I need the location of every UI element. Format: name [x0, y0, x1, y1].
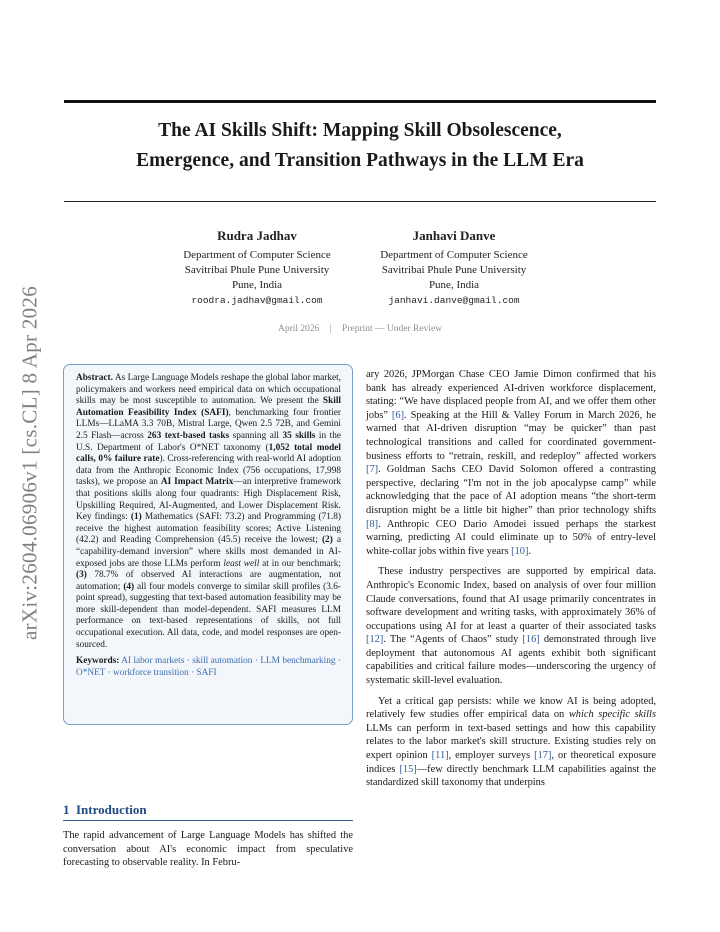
title-top-rule: [64, 100, 656, 103]
abstract-emphasis: AI Impact Matrix: [160, 477, 234, 488]
author-block-2: [354, 227, 554, 308]
abstract-emphasis: Skill Automation Feasibility Index (SAFI): [76, 396, 341, 418]
citation-link[interactable]: [6]: [391, 409, 405, 421]
abstract-text: all four models converge to similar skill profiles (3.6-point spread), suggesting that text-based automation feasibility may be more skill-dependent than model-dependent. SAFI measures LLM performance on text-based representations of skills, not full occupational execution. All data, code, and model responses are open-sourced.: [76, 581, 341, 650]
keywords-label: Keywords:: [76, 656, 120, 667]
abstract-text: , benchmarking four frontier LLMs—LLaMA 3.3 70B, Mistral Large, Qwen 2.5 72B, and Gemini 2.5 Flash—across: [76, 407, 342, 441]
body-text: .: [528, 545, 532, 557]
section-heading-introduction: [63, 801, 353, 819]
paper-title-line-2: Emergence, and Transition Pathways in the LLM Era: [136, 150, 584, 171]
section-number: 1: [63, 802, 70, 817]
arxiv-identifier-text: arXiv:2604.06906v1 [cs.CL] 8 Apr 2026: [17, 285, 42, 641]
author-name: Janhavi Danve: [412, 228, 496, 243]
intro-paragraph-left: The rapid advancement of Large Language Models has shifted the conversation about AI's economic impact from speculative forecasting to observable reality. In Febru-: [63, 830, 353, 869]
body-text: . The “Agents of Chaos” study: [383, 634, 523, 646]
abstract-text: ). Cross-referencing with real-world AI adoption data from the Anthropic Economic Index (756 occupations, 17,998 tasks), we propose an: [76, 454, 342, 488]
author-department: Department of Computer Science: [183, 249, 331, 261]
title-bottom-rule: [64, 201, 656, 202]
citation-link[interactable]: [8]: [366, 518, 379, 530]
abstract-text: Mathematics (SAFI: 73.2) and Programming (71.8) receive the highest automation feasibility scores; Active Listening (42.2) and Reading Comprehension (45.5) receive the lowest;: [76, 512, 341, 546]
body-text: . Goldman Sachs CEO David Solomon offered a contrasting perspective, declaring “I'm not in the job apocalypse camp” while acknowledging that the pace of AI adoption means “the short-term disruption might be a little bit higher” than prior technology shifts: [366, 464, 656, 516]
finding-number: (2): [321, 535, 333, 546]
body-text: . Speaking at the Hill & Valley Forum in March 2026, he warned that AI-driven disruption “may be quicker” than past technological transitions and called for coordinated government-business efforts to “retrain, reskill, and redeploy” affected workers: [366, 409, 656, 462]
citation-link[interactable]: [11]: [431, 750, 449, 762]
abstract-italic: least well: [223, 558, 260, 569]
keywords-list[interactable]: AI labor markets · skill automation · LLM benchmarking · O*NET · workforce transition · SAFI: [76, 656, 341, 678]
body-text: These industry perspectives are supported by empirical data. Anthropic's Economic Index, based on analysis of over four million Claude conversations, found that AI usage primarily concentrates in software development and writing tasks, with approximately 36% of occupations using AI for at least a quarter of their associated tasks: [366, 566, 656, 632]
author-name: Rudra Jadhav: [217, 228, 297, 243]
abstract-text: —an interpretive framework that positions skills along four quadrants: High Displacement Risk, Upskilling Required, AI-Augmented, and Lower Displacement Risk. Key findings:: [76, 477, 341, 523]
abstract-text: spanning all: [229, 430, 283, 441]
abstract-emphasis: 35 skills: [282, 430, 316, 441]
citation-link[interactable]: [17]: [534, 750, 552, 762]
body-text: . Anthropic CEO Dario Amodei issued perhaps the starkest warning, predicting AI could eliminate up to 50% of entry-level white-collar jobs within five years: [366, 518, 656, 557]
finding-number: (1): [130, 512, 142, 523]
finding-number: (3): [76, 570, 87, 581]
body-text: , employer surveys: [448, 750, 535, 762]
citation-link[interactable]: [7]: [366, 464, 379, 476]
preprint-meta-line: [64, 324, 656, 334]
paper-title-line-1: The AI Skills Shift: Mapping Skill Obsolescence,: [158, 120, 562, 141]
author-location: Pune, India: [428, 279, 480, 291]
publication-date: April 2026: [277, 324, 320, 334]
abstract-paragraph: [76, 373, 341, 651]
section-heading-rule: [63, 820, 353, 821]
author-location: Pune, India: [231, 279, 283, 291]
section-title: Introduction: [76, 802, 147, 817]
right-column-body: [366, 368, 656, 790]
author-university: Savitribai Phule Pune University: [381, 264, 527, 276]
author-university: Savitribai Phule Pune University: [184, 264, 330, 276]
abstract-text: a “capability-demand inversion” where skills most demanded in AI-exposed jobs are those LLMs perform: [76, 535, 342, 569]
keywords-paragraph: [76, 656, 341, 679]
preprint-status: Preprint — Under Review: [342, 324, 443, 334]
abstract-text: As Large Language Models reshape the global labor market, policymakers and workers need empirical data on which occupational skills may be most susceptible to automation. We present the: [76, 373, 341, 407]
abstract-text: 78.7% of observed AI interactions are augmentation, not automation;: [76, 570, 341, 592]
abstract-label: Abstract.: [76, 373, 113, 383]
meta-separator: |: [329, 324, 332, 334]
body-paragraph: [366, 368, 656, 558]
author-block-1: [157, 227, 357, 308]
body-text: , or theoretical exposure indices: [366, 750, 656, 775]
author-email: janhavi.danve@gmail.com: [388, 295, 520, 306]
abstract-box: [63, 364, 353, 725]
body-paragraph: [366, 695, 656, 790]
abstract-emphasis: 263 text-based tasks: [147, 430, 230, 441]
finding-number: (4): [123, 581, 135, 592]
abstract-text: in the U.S. Department of Labor's O*NET taxonomy (: [76, 430, 342, 453]
citation-link[interactable]: [10]: [511, 545, 529, 557]
body-text: demonstrated through live deployment that autonomous AI agents exhibit both significant capabilities and critical failure modes—underscoring the urgency of systematic skill-level evaluation.: [366, 634, 656, 687]
paper-title: [64, 116, 656, 176]
citation-link[interactable]: [12]: [366, 634, 384, 646]
body-text: LLMs can perform in text-based settings and how this capability relates to the labor market's skill structure. Existing studies rely on expert opinion: [366, 722, 656, 762]
citation-link[interactable]: [16]: [522, 634, 540, 646]
citation-link[interactable]: [15]: [399, 763, 417, 775]
author-email: roodra.jadhav@gmail.com: [191, 295, 323, 306]
body-text: Yet a critical gap persists: while we know AI is being adopted, relatively few studies offer empirical data on: [366, 695, 656, 721]
arxiv-identifier-stamp: [10, 263, 50, 663]
body-text: —few directly benchmark LLM capabilities against the standardized skill taxonomy that underpins: [366, 763, 656, 789]
abstract-text: at in our benchmark;: [259, 558, 341, 569]
body-paragraph: [366, 565, 656, 687]
author-department: Department of Computer Science: [380, 249, 528, 261]
body-italic: which specific skills: [568, 709, 656, 721]
abstract-emphasis: 1,052 total model calls, 0% failure rate: [76, 442, 341, 465]
body-text: ary 2026, JPMorgan Chase CEO Jamie Dimon confirmed that his bank has already experienced AI-driven workforce displacement, stating: “We have displaced people from AI, and we offer them other jobs”: [366, 369, 656, 421]
